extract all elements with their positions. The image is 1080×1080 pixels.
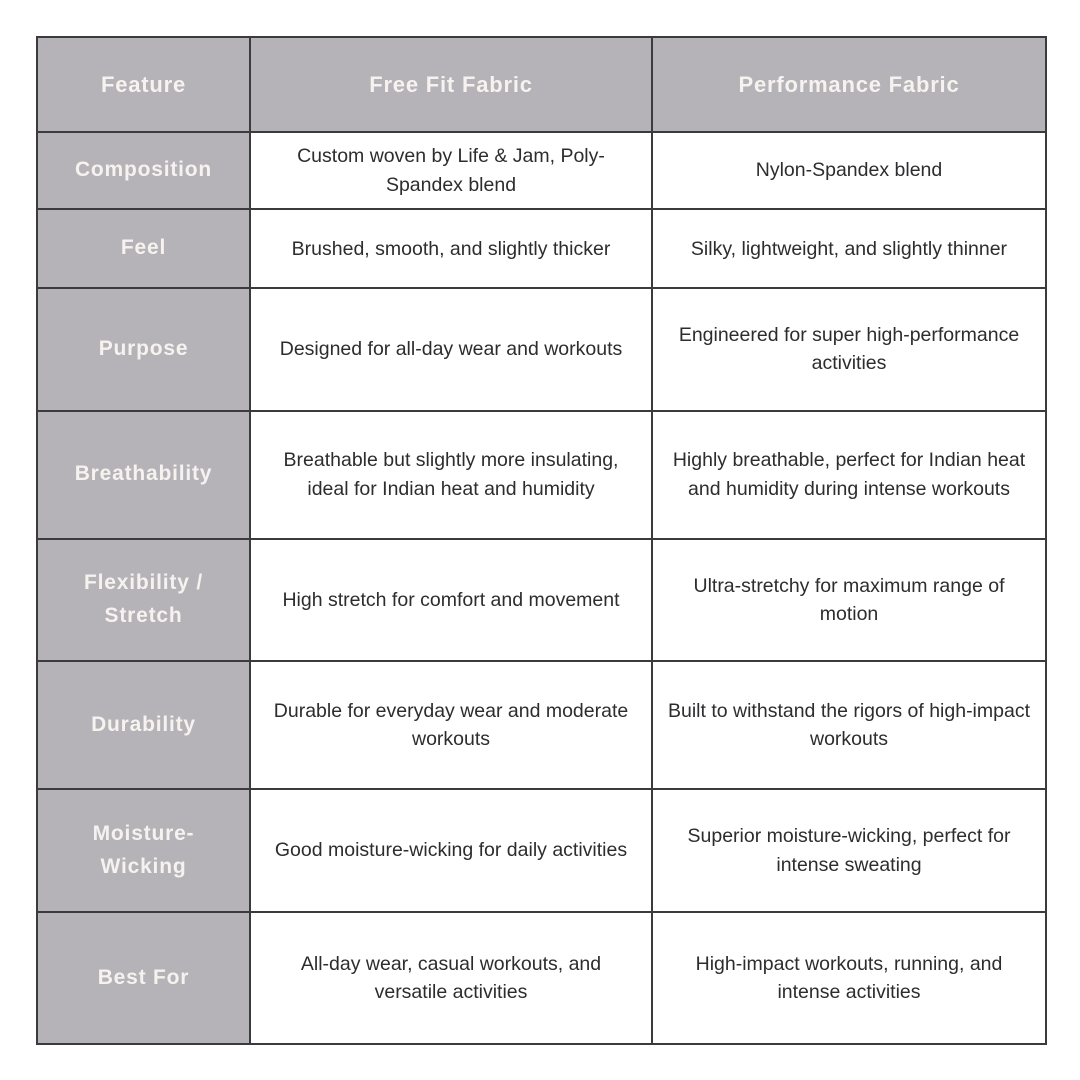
feature-cell: Moisture-Wicking (37, 789, 250, 911)
feature-cell: Best For (37, 912, 250, 1044)
table-row (37, 789, 1046, 911)
feature-cell: Purpose (37, 288, 250, 410)
table-row (37, 288, 1046, 410)
header-row (37, 37, 1046, 132)
performance-cell: Silky, lightweight, and slightly thinner (652, 209, 1046, 288)
table-row (37, 661, 1046, 789)
table-row (37, 209, 1046, 288)
performance-cell: Superior moisture-wicking, perfect for intense sweating (652, 789, 1046, 911)
fabric-comparison-table (36, 36, 1047, 1045)
free-fit-cell: Custom woven by Life & Jam, Poly-Spandex blend (250, 132, 652, 209)
table-row (37, 912, 1046, 1044)
free-fit-cell: Brushed, smooth, and slightly thicker (250, 209, 652, 288)
table-row (37, 539, 1046, 661)
performance-cell: Engineered for super high-performance activities (652, 288, 1046, 410)
performance-cell: Nylon-Spandex blend (652, 132, 1046, 209)
table-row (37, 411, 1046, 539)
free-fit-cell: High stretch for comfort and movement (250, 539, 652, 661)
table-row (37, 132, 1046, 209)
free-fit-cell: Designed for all-day wear and workouts (250, 288, 652, 410)
feature-cell: Feel (37, 209, 250, 288)
feature-cell: Durability (37, 661, 250, 789)
column-header-feature: Feature (37, 37, 250, 132)
feature-cell: Breathability (37, 411, 250, 539)
column-header-free-fit-fabric: Free Fit Fabric (250, 37, 652, 132)
free-fit-cell: All-day wear, casual workouts, and versatile activities (250, 912, 652, 1044)
free-fit-cell: Breathable but slightly more insulating, ideal for Indian heat and humidity (250, 411, 652, 539)
performance-cell: Built to withstand the rigors of high-impact workouts (652, 661, 1046, 789)
performance-cell: Highly breathable, perfect for Indian heat and humidity during intense workouts (652, 411, 1046, 539)
free-fit-cell: Good moisture-wicking for daily activities (250, 789, 652, 911)
column-header-performance-fabric: Performance Fabric (652, 37, 1046, 132)
performance-cell: Ultra-stretchy for maximum range of motion (652, 539, 1046, 661)
performance-cell: High-impact workouts, running, and intense activities (652, 912, 1046, 1044)
feature-cell: Composition (37, 132, 250, 209)
feature-cell: Flexibility / Stretch (37, 539, 250, 661)
free-fit-cell: Durable for everyday wear and moderate workouts (250, 661, 652, 789)
